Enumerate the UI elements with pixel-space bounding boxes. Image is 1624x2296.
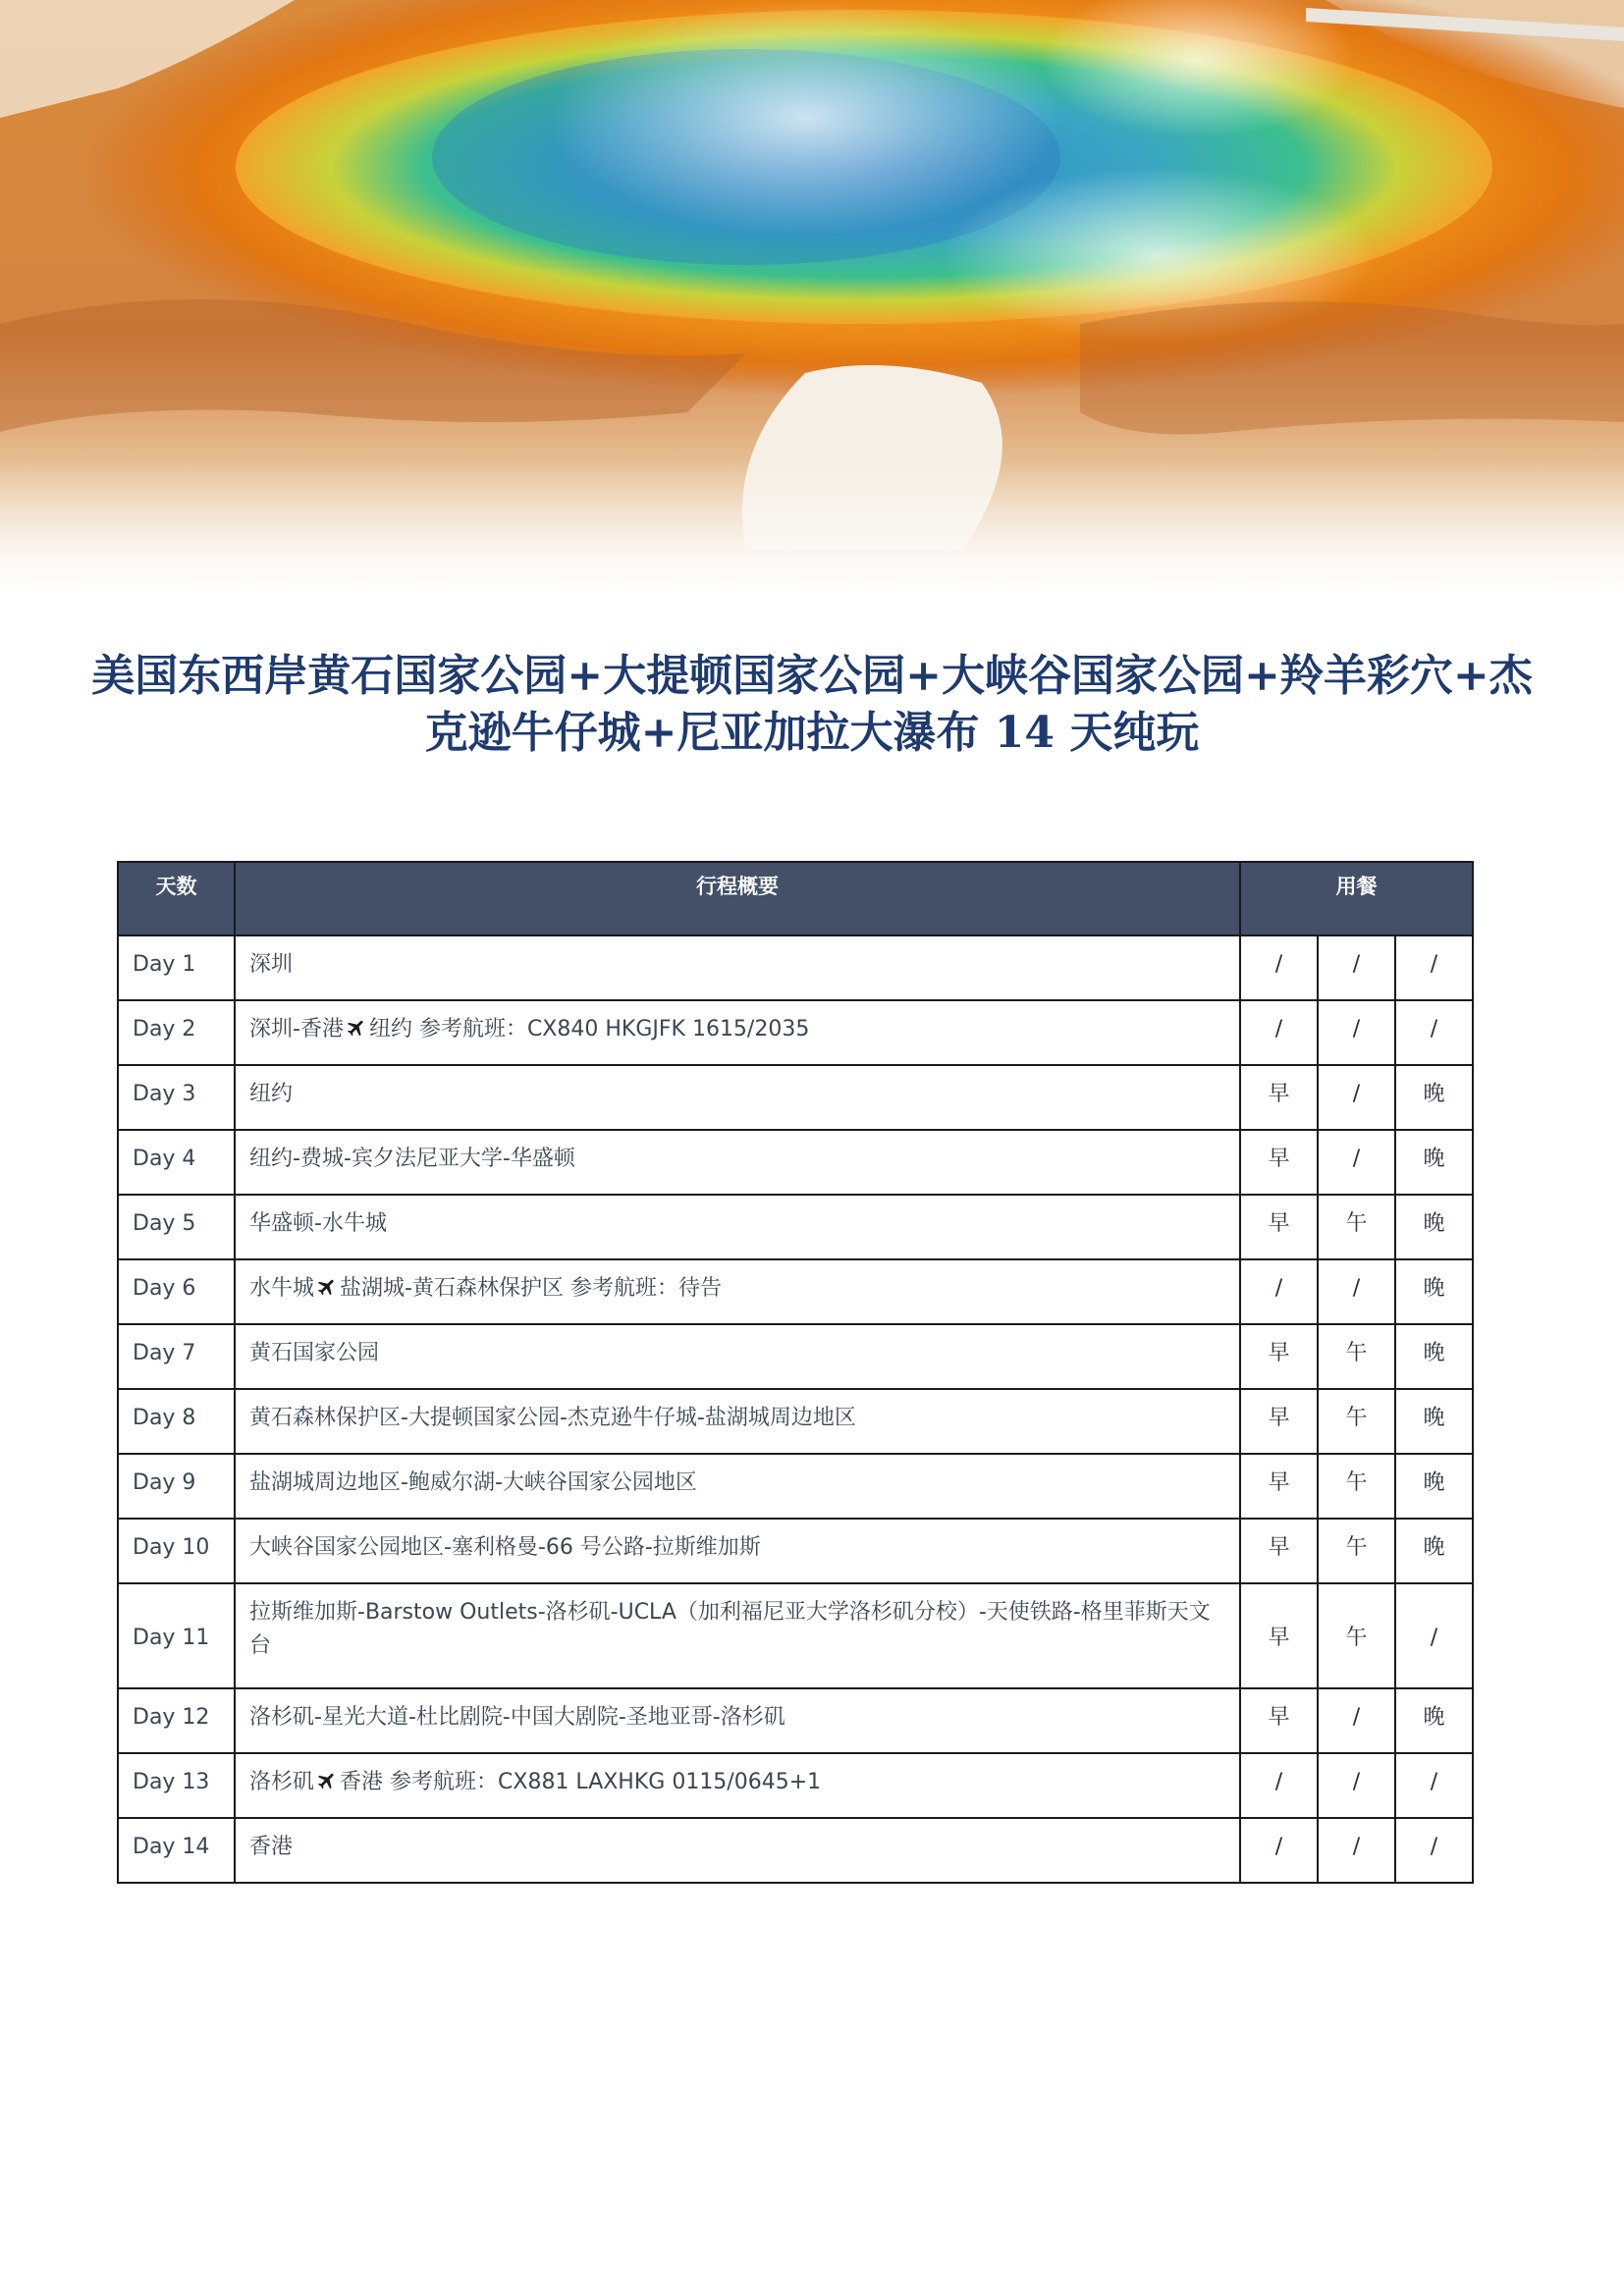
table-row	[118, 1753, 1473, 1818]
meal-breakfast: 早	[1240, 1065, 1318, 1130]
meal-breakfast: 早	[1240, 1195, 1318, 1259]
plane-icon	[316, 1769, 338, 1802]
meal-lunch: /	[1318, 1065, 1395, 1130]
summary-text: 纽约-费城-宾夕法尼亚大学-华盛顿	[249, 1147, 575, 1171]
summary-text: 盐湖城周边地区-鲍威尔湖-大峡谷国家公园地区	[249, 1470, 697, 1495]
table-row	[118, 1688, 1473, 1753]
plane-icon	[316, 1275, 338, 1308]
header-summary: 行程概要	[235, 862, 1240, 935]
table-row	[118, 1583, 1473, 1688]
header-day: 天数	[118, 862, 235, 935]
meal-dinner: 晚	[1395, 1324, 1473, 1389]
summary-text: 盐湖城-黄石森林保护区 参考航班：待告	[340, 1276, 722, 1301]
hero-banner	[0, 0, 1624, 609]
meal-lunch: 午	[1318, 1195, 1395, 1259]
meal-lunch: 午	[1318, 1324, 1395, 1389]
meal-dinner: /	[1395, 1753, 1473, 1818]
meal-breakfast: /	[1240, 1000, 1318, 1065]
summary-text: 水牛城	[249, 1276, 315, 1301]
meal-dinner: /	[1395, 935, 1473, 1000]
summary-cell	[235, 1583, 1240, 1688]
meal-breakfast: 早	[1240, 1454, 1318, 1519]
meal-lunch: /	[1318, 1000, 1395, 1065]
table-row	[118, 1519, 1473, 1583]
meal-lunch: /	[1318, 935, 1395, 1000]
meal-dinner: 晚	[1395, 1389, 1473, 1454]
itinerary-table-wrap	[117, 861, 1473, 1884]
meal-dinner: /	[1395, 1583, 1473, 1688]
summary-text: 华盛顿-水牛城	[249, 1211, 387, 1236]
table-body	[118, 935, 1473, 1883]
meal-breakfast: 早	[1240, 1389, 1318, 1454]
table-row	[118, 1324, 1473, 1389]
table-row	[118, 1389, 1473, 1454]
summary-text: 香港	[249, 1835, 294, 1859]
summary-cell	[235, 1389, 1240, 1454]
table-row	[118, 1818, 1473, 1883]
day-cell: Day 12	[118, 1688, 235, 1753]
meal-breakfast: 早	[1240, 1130, 1318, 1195]
summary-cell	[235, 1195, 1240, 1259]
day-cell: Day 3	[118, 1065, 235, 1130]
summary-text: 深圳-香港	[249, 1017, 344, 1041]
hot-spring-photo	[0, 0, 1624, 609]
summary-cell	[235, 1519, 1240, 1583]
summary-cell	[235, 1454, 1240, 1519]
day-cell: Day 2	[118, 1000, 235, 1065]
summary-cell	[235, 1259, 1240, 1324]
day-cell: Day 13	[118, 1753, 235, 1818]
title-block	[88, 648, 1536, 762]
summary-text: 拉斯维加斯-Barstow Outlets-洛杉矶-UCLA（加利福尼亚大学洛杉矶分校）-天使铁路-格里菲斯天文台	[249, 1600, 1211, 1658]
table-row	[118, 1000, 1473, 1065]
day-cell: Day 8	[118, 1389, 235, 1454]
plane-icon	[346, 1016, 367, 1049]
meal-breakfast: /	[1240, 1753, 1318, 1818]
day-cell: Day 10	[118, 1519, 235, 1583]
day-cell: Day 4	[118, 1130, 235, 1195]
summary-cell	[235, 1688, 1240, 1753]
page-title: 美国东西岸黄石国家公园+大提顿国家公园+大峡谷国家公园+羚羊彩穴+杰克逊牛仔城+尼亚加拉大瀑布 14 天纯玩	[91, 651, 1533, 758]
table-row	[118, 1454, 1473, 1519]
meal-lunch: /	[1318, 1130, 1395, 1195]
meal-dinner: 晚	[1395, 1195, 1473, 1259]
meal-breakfast: 早	[1240, 1583, 1318, 1688]
summary-cell	[235, 1130, 1240, 1195]
table-row	[118, 1130, 1473, 1195]
summary-text: 洛杉矶-星光大道-杜比剧院-中国大剧院-圣地亚哥-洛杉矶	[249, 1705, 785, 1730]
table-row	[118, 935, 1473, 1000]
meal-dinner: 晚	[1395, 1519, 1473, 1583]
summary-text: 纽约	[249, 1082, 294, 1106]
summary-cell	[235, 1753, 1240, 1818]
meal-lunch: /	[1318, 1818, 1395, 1883]
meal-lunch: 午	[1318, 1583, 1395, 1688]
summary-cell	[235, 1000, 1240, 1065]
meal-dinner: /	[1395, 1000, 1473, 1065]
header-meals: 用餐	[1240, 862, 1473, 935]
itinerary-table	[117, 861, 1474, 1884]
day-cell: Day 1	[118, 935, 235, 1000]
summary-text: 纽约 参考航班：CX840 HKGJFK 1615/2035	[368, 1017, 810, 1041]
day-cell: Day 14	[118, 1818, 235, 1883]
meal-breakfast: 早	[1240, 1324, 1318, 1389]
meal-breakfast: /	[1240, 1818, 1318, 1883]
meal-lunch: /	[1318, 1688, 1395, 1753]
meal-breakfast: /	[1240, 935, 1318, 1000]
meal-dinner: 晚	[1395, 1065, 1473, 1130]
summary-cell	[235, 935, 1240, 1000]
meal-lunch: /	[1318, 1259, 1395, 1324]
meal-dinner: 晚	[1395, 1454, 1473, 1519]
meal-dinner: /	[1395, 1818, 1473, 1883]
summary-cell	[235, 1065, 1240, 1130]
summary-cell	[235, 1818, 1240, 1883]
table-header-row	[118, 862, 1473, 935]
meal-breakfast: /	[1240, 1259, 1318, 1324]
summary-text: 香港 参考航班：CX881 LAXHKG 0115/0645+1	[340, 1770, 822, 1794]
day-cell: Day 11	[118, 1583, 235, 1688]
summary-text: 深圳	[249, 952, 294, 977]
meal-breakfast: 早	[1240, 1519, 1318, 1583]
meal-lunch: 午	[1318, 1389, 1395, 1454]
meal-lunch: /	[1318, 1753, 1395, 1818]
meal-dinner: 晚	[1395, 1130, 1473, 1195]
table-row	[118, 1195, 1473, 1259]
summary-text: 洛杉矶	[249, 1770, 315, 1794]
meal-lunch: 午	[1318, 1519, 1395, 1583]
meal-dinner: 晚	[1395, 1259, 1473, 1324]
summary-text: 黄石森林保护区-大提顿国家公园-杰克逊牛仔城-盐湖城周边地区	[249, 1406, 856, 1430]
meal-lunch: 午	[1318, 1454, 1395, 1519]
day-cell: Day 9	[118, 1454, 235, 1519]
summary-text: 黄石国家公园	[249, 1341, 380, 1365]
table-row	[118, 1259, 1473, 1324]
table-row	[118, 1065, 1473, 1130]
meal-dinner: 晚	[1395, 1688, 1473, 1753]
summary-cell	[235, 1324, 1240, 1389]
day-cell: Day 7	[118, 1324, 235, 1389]
day-cell: Day 6	[118, 1259, 235, 1324]
day-cell: Day 5	[118, 1195, 235, 1259]
summary-text: 大峡谷国家公园地区-塞利格曼-66 号公路-拉斯维加斯	[249, 1535, 761, 1560]
meal-breakfast: 早	[1240, 1688, 1318, 1753]
